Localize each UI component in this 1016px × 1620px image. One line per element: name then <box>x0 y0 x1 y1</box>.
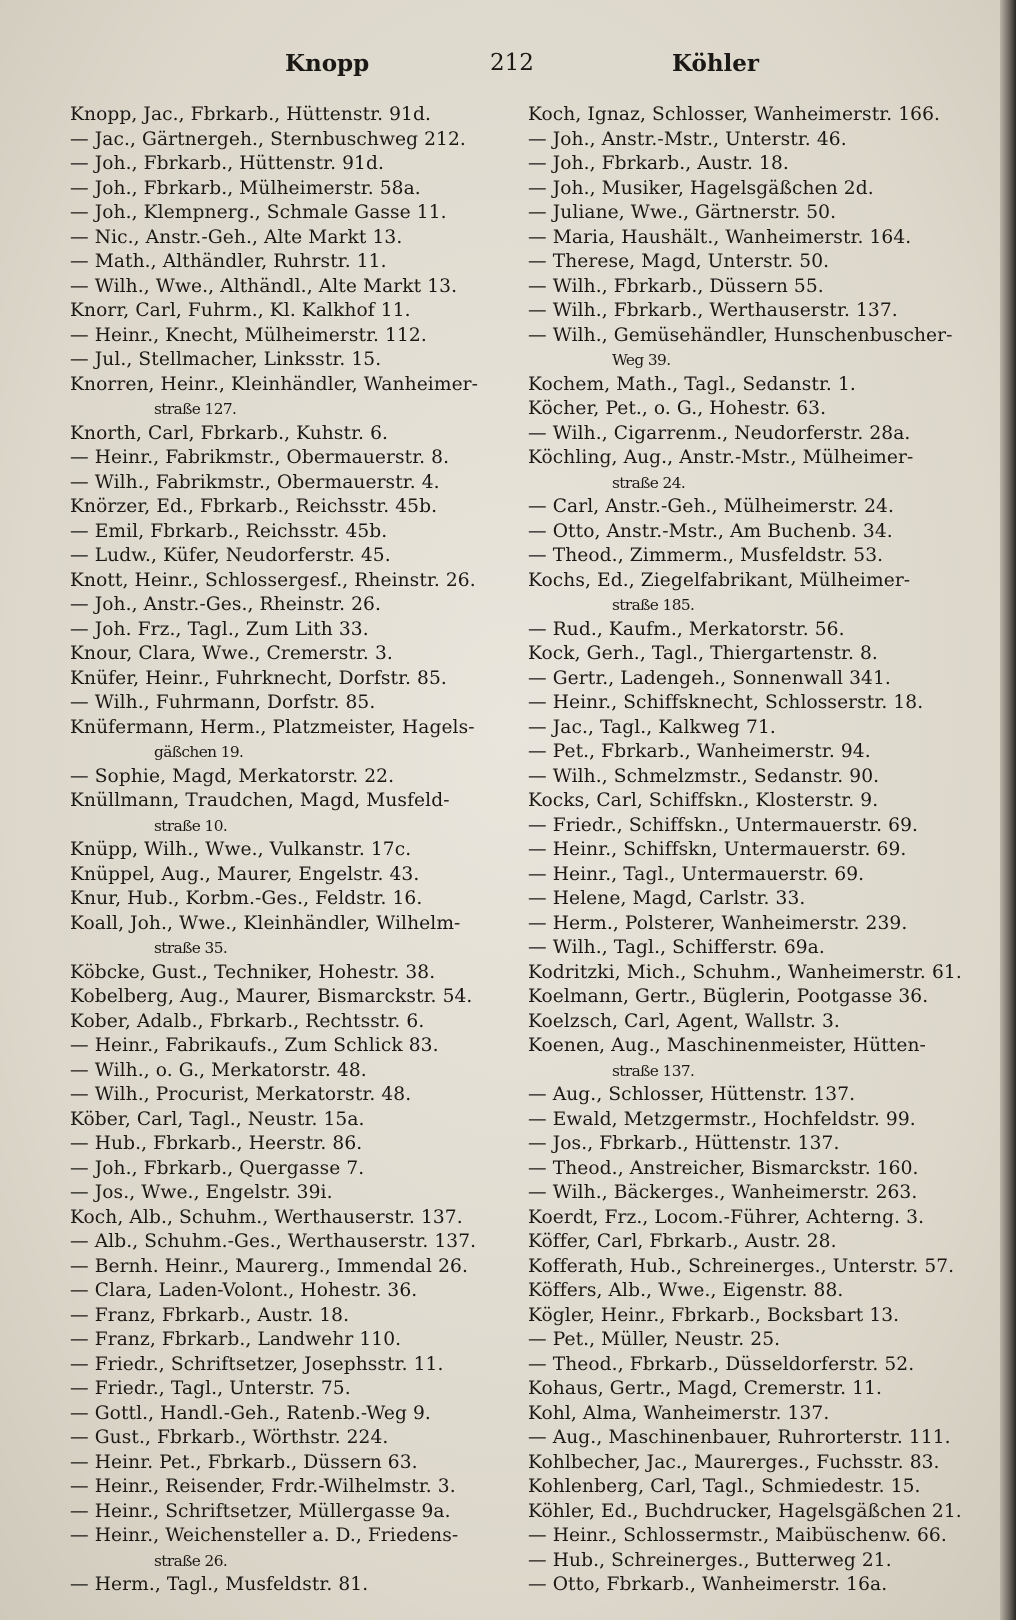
directory-entry: Knorren, Heinr., Kleinhändler, Wanheimer- <box>70 373 479 395</box>
directory-entry: — Joh. Frz., Tagl., Zum Lith 33. <box>70 618 369 640</box>
directory-entry: — Joh., Klempnerg., Schmale Gasse 11. <box>70 202 447 223</box>
directory-entry: Köchling, Aug., Anstr.-Mstr., Mülheimer- <box>528 447 914 468</box>
directory-entry: — Wilh., Fabrikmstr., Obermauerstr. 4. <box>70 471 440 493</box>
directory-entry: — Friedr., Tagl., Unterstr. 75. <box>70 1378 351 1399</box>
directory-entry: Koelzsch, Carl, Agent, Wallstr. 3. <box>528 1010 840 1032</box>
directory-entry: — Joh., Fbrkarb., Mülheimerstr. 58a. <box>70 177 421 199</box>
directory-entry: straße 127. <box>154 400 237 418</box>
directory-entry: — Joh., Fbrkarb., Hüttenstr. 91d. <box>70 153 384 174</box>
directory-entry: Kodritzki, Mich., Schuhm., Wanheimerstr. 61. <box>528 961 962 983</box>
directory-entry: Kögler, Heinr., Fbrkarb., Bocksbart 13. <box>528 1304 900 1326</box>
directory-entry: — Theod., Zimmerm., Musfeldstr. 53. <box>528 545 884 566</box>
directory-entry: — Gertr., Ladengeh., Sonnenwall 341. <box>528 667 891 689</box>
directory-entry: Kohl, Alma, Wanheimerstr. 137. <box>528 1402 830 1424</box>
directory-entry: Koch, Alb., Schuhm., Werthauserstr. 137. <box>70 1206 463 1228</box>
header-last-name: Köhler <box>672 50 760 77</box>
directory-entry: — Jul., Stellmacher, Linksstr. 15. <box>70 349 382 370</box>
page-number: 212 <box>490 50 534 76</box>
directory-entry: gäßchen 19. <box>154 743 244 761</box>
directory-entry: — Wilh., Fbrkarb., Düssern 55. <box>528 275 824 297</box>
directory-entry: — Herm., Polsterer, Wanheimerstr. 239. <box>528 912 908 934</box>
directory-entry: — Ewald, Metzgermstr., Hochfeldstr. 99. <box>528 1108 916 1130</box>
directory-entry: — Ludw., Küfer, Neudorferstr. 45. <box>70 545 391 566</box>
directory-entry: Kocks, Carl, Schiffskn., Klosterstr. 9. <box>528 790 879 811</box>
directory-entry: — Maria, Haushält., Wanheimerstr. 164. <box>528 226 912 248</box>
directory-entry: Kock, Gerh., Tagl., Thiergartenstr. 8. <box>528 643 878 664</box>
directory-entry: Kochs, Ed., Ziegelfabrikant, Mülheimer- <box>528 569 911 591</box>
directory-entry: — Clara, Laden-Volont., Hohestr. 36. <box>70 1280 418 1301</box>
directory-entry: — Jos., Fbrkarb., Hüttenstr. 137. <box>528 1133 840 1154</box>
directory-entry: — Hub., Schreinerges., Butterweg 21. <box>528 1549 892 1571</box>
directory-entry: Knüfer, Heinr., Fuhrknecht, Dorfstr. 85. <box>70 667 447 689</box>
directory-entry: — Rud., Kaufm., Merkatorstr. 56. <box>528 618 845 640</box>
directory-entry: — Friedr., Schiffskn., Untermauerstr. 69. <box>528 814 919 836</box>
directory-entry: straße 10. <box>154 816 228 835</box>
directory-entry: — Heinr., Knecht, Mülheimerstr. 112. <box>70 324 427 346</box>
directory-entry: — Wilh., Fuhrmann, Dorfstr. 85. <box>70 692 376 713</box>
directory-entry: Knour, Clara, Wwe., Cremerstr. 3. <box>70 643 393 664</box>
directory-entry: — Otto, Anstr.-Mstr., Am Buchenb. 34. <box>528 520 893 542</box>
directory-entry: Koch, Ignaz, Schlosser, Wanheimerstr. 166. <box>528 104 941 125</box>
directory-entry: — Aug., Schlosser, Hüttenstr. 137. <box>528 1084 856 1105</box>
directory-entry: — Wilh., o. G., Merkatorstr. 48. <box>70 1059 367 1081</box>
directory-entry: — Helene, Magd, Carlstr. 33. <box>528 888 806 909</box>
directory-entry: — Heinr., Schiffskn, Untermauerstr. 69. <box>528 839 907 860</box>
directory-entry: — Wilh., Procurist, Merkatorstr. 48. <box>70 1084 412 1105</box>
page-binding-edge <box>1000 0 1016 1620</box>
directory-entry: — Wilh., Cigarrenm., Neudorferstr. 28a. <box>528 422 911 444</box>
directory-entry: — Franz, Fbrkarb., Landwehr 110. <box>70 1329 402 1350</box>
page-header <box>70 50 960 90</box>
directory-entry: — Jac., Gärtnergeh., Sternbuschweg 212. <box>70 128 466 150</box>
directory-entry: Knott, Heinr., Schlossergesf., Rheinstr. 26. <box>70 569 476 591</box>
directory-entry: — Math., Althändler, Ruhrstr. 11. <box>70 251 387 272</box>
directory-entry: Weg 39. <box>612 351 671 369</box>
directory-entry: Knur, Hub., Korbm.-Ges., Feldstr. 16. <box>70 888 423 909</box>
directory-entry: — Joh., Anstr.-Mstr., Unterstr. 46. <box>528 128 847 150</box>
directory-entry: — Wilh., Tagl., Schifferstr. 69a. <box>528 937 825 958</box>
directory-entry: straße 24. <box>612 473 686 492</box>
directory-entry: Kohlenberg, Carl, Tagl., Schmiedestr. 15. <box>528 1476 921 1497</box>
directory-entry: Kobelberg, Aug., Maurer, Bismarckstr. 54. <box>70 986 473 1007</box>
directory-entry: — Wilh., Wwe., Althändl., Alte Markt 13. <box>70 275 458 297</box>
directory-entry: — Heinr., Reisender, Frdr.-Wilhelmstr. 3. <box>70 1476 456 1497</box>
directory-entry: — Pet., Fbrkarb., Wanheimerstr. 94. <box>528 741 871 762</box>
directory-entry: — Friedr., Schriftsetzer, Josephsstr. 11. <box>70 1353 444 1375</box>
directory-entry: Köber, Carl, Tagl., Neustr. 15a. <box>70 1108 365 1130</box>
directory-entry: — Wilh., Bäckerges., Wanheimerstr. 263. <box>528 1182 918 1203</box>
directory-entry: Knopp, Jac., Fbrkarb., Hüttenstr. 91d. <box>70 104 432 125</box>
directory-entry: — Pet., Müller, Neustr. 25. <box>528 1329 781 1350</box>
directory-entry: Köbcke, Gust., Techniker, Hohestr. 38. <box>70 961 436 983</box>
directory-entry: — Theod., Anstreicher, Bismarckstr. 160. <box>528 1157 919 1179</box>
directory-entry: Kohlbecher, Jac., Maurerges., Fuchsstr. 83. <box>528 1451 940 1473</box>
directory-entry: — Bernh. Heinr., Maurerg., Immendal 26. <box>70 1255 468 1277</box>
directory-entry: — Otto, Fbrkarb., Wanheimerstr. 16a. <box>528 1574 888 1595</box>
header-first-name: Knopp <box>285 50 370 77</box>
directory-entry: Koelmann, Gertr., Büglerin, Pootgasse 36. <box>528 986 929 1007</box>
directory-entry: Knüpp, Wilh., Wwe., Vulkanstr. 17c. <box>70 839 412 860</box>
directory-entry: — Joh., Musiker, Hagelsgäßchen 2d. <box>528 177 874 199</box>
directory-entry: — Gust., Fbrkarb., Wörthstr. 224. <box>70 1427 389 1448</box>
directory-entry: Kohaus, Gertr., Magd, Cremerstr. 11. <box>528 1378 883 1399</box>
directory-entry: — Jos., Wwe., Engelstr. 39i. <box>70 1182 333 1203</box>
directory-entry: — Wilh., Schmelzmstr., Sedanstr. 90. <box>528 765 880 787</box>
directory-entry: — Joh., Anstr.-Ges., Rheinstr. 26. <box>70 594 381 615</box>
directory-entry: Knüllmann, Traudchen, Magd, Musfeld- <box>70 790 450 811</box>
directory-entry: — Wilh., Gemüsehändler, Hunschenbuscher- <box>528 324 953 346</box>
directory-entry: — Heinr., Tagl., Untermauerstr. 69. <box>528 863 865 885</box>
directory-entry: — Wilh., Fbrkarb., Werthauserstr. 137. <box>528 300 898 321</box>
left-column <box>70 103 510 1598</box>
directory-entry: — Sophie, Magd, Merkatorstr. 22. <box>70 765 395 787</box>
directory-entry: — Hub., Fbrkarb., Heerstr. 86. <box>70 1133 363 1154</box>
directory-entry: — Joh., Fbrkarb., Quergasse 7. <box>70 1157 365 1179</box>
directory-entry: — Joh., Fbrkarb., Austr. 18. <box>528 153 789 174</box>
directory-entry: — Gottl., Handl.-Geh., Ratenb.-Weg 9. <box>70 1402 431 1424</box>
directory-entry: — Heinr., Schriftsetzer, Müllergasse 9a. <box>70 1500 451 1522</box>
directory-entry: — Heinr., Weichensteller a. D., Friedens- <box>70 1525 459 1546</box>
directory-entry: Koerdt, Frz., Locom.-Führer, Achterng. 3. <box>528 1206 925 1228</box>
directory-entry: Köffers, Alb., Wwe., Eigenstr. 88. <box>528 1280 844 1301</box>
directory-entry: — Heinr., Schlossermstr., Maibüschenw. 66. <box>528 1525 947 1546</box>
directory-entry: — Alb., Schuhm.-Ges., Werthauserstr. 137. <box>70 1231 477 1252</box>
directory-entry: Knüppel, Aug., Maurer, Engelstr. 43. <box>70 863 420 885</box>
directory-entry: — Herm., Tagl., Musfeldstr. 81. <box>70 1574 369 1595</box>
directory-entry: — Franz, Fbrkarb., Austr. 18. <box>70 1304 350 1326</box>
directory-entry: — Juliane, Wwe., Gärtnerstr. 50. <box>528 202 837 223</box>
directory-entry: — Nic., Anstr.-Geh., Alte Markt 13. <box>70 226 403 248</box>
directory-entry: — Heinr., Schiffsknecht, Schlosserstr. 18. <box>528 692 924 713</box>
directory-entry: Kober, Adalb., Fbrkarb., Rechtsstr. 6. <box>70 1010 425 1032</box>
directory-entry: Knorr, Carl, Fuhrm., Kl. Kalkhof 11. <box>70 300 411 321</box>
directory-entry: straße 185. <box>612 596 695 614</box>
directory-entry: — Heinr., Fabrikaufs., Zum Schlick 83. <box>70 1035 439 1056</box>
directory-entry: Knüfermann, Herm., Platzmeister, Hagels- <box>70 716 475 738</box>
directory-entry: Knorth, Carl, Fbrkarb., Kuhstr. 6. <box>70 422 389 444</box>
directory-entry: — Carl, Anstr.-Geh., Mülheimerstr. 24. <box>528 496 894 517</box>
directory-entry: — Heinr., Fabrikmstr., Obermauerstr. 8. <box>70 447 450 468</box>
directory-entry: — Jac., Tagl., Kalkweg 71. <box>528 716 776 738</box>
right-column <box>528 103 968 1598</box>
directory-entry: straße 137. <box>612 1061 695 1080</box>
directory-entry: straße 26. <box>154 1551 228 1570</box>
directory-entry: Köcher, Pet., o. G., Hohestr. 63. <box>528 398 827 419</box>
directory-entry: Kofferath, Hub., Schreinerges., Unterstr. 57. <box>528 1255 955 1277</box>
directory-entry: Knörzer, Ed., Fbrkarb., Reichsstr. 45b. <box>70 496 438 517</box>
directory-entry: Köhler, Ed., Buchdrucker, Hagelsgäßchen 21. <box>528 1500 962 1522</box>
directory-entry: Koenen, Aug., Maschinenmeister, Hütten- <box>528 1035 926 1056</box>
directory-entry: Köffer, Carl, Fbrkarb., Austr. 28. <box>528 1231 837 1252</box>
directory-entry: straße 35. <box>154 939 228 957</box>
directory-entry: — Emil, Fbrkarb., Reichsstr. 45b. <box>70 520 388 542</box>
directory-entry: — Theod., Fbrkarb., Düsseldorferstr. 52. <box>528 1353 915 1375</box>
directory-entry: — Therese, Magd, Unterstr. 50. <box>528 251 830 272</box>
directory-entry: Kochem, Math., Tagl., Sedanstr. 1. <box>528 373 856 395</box>
directory-entry: — Heinr. Pet., Fbrkarb., Düssern 63. <box>70 1451 418 1473</box>
directory-entry: — Aug., Maschinenbauer, Ruhrorterstr. 111. <box>528 1427 951 1448</box>
directory-entry: Koall, Joh., Wwe., Kleinhändler, Wilhelm- <box>70 912 461 934</box>
